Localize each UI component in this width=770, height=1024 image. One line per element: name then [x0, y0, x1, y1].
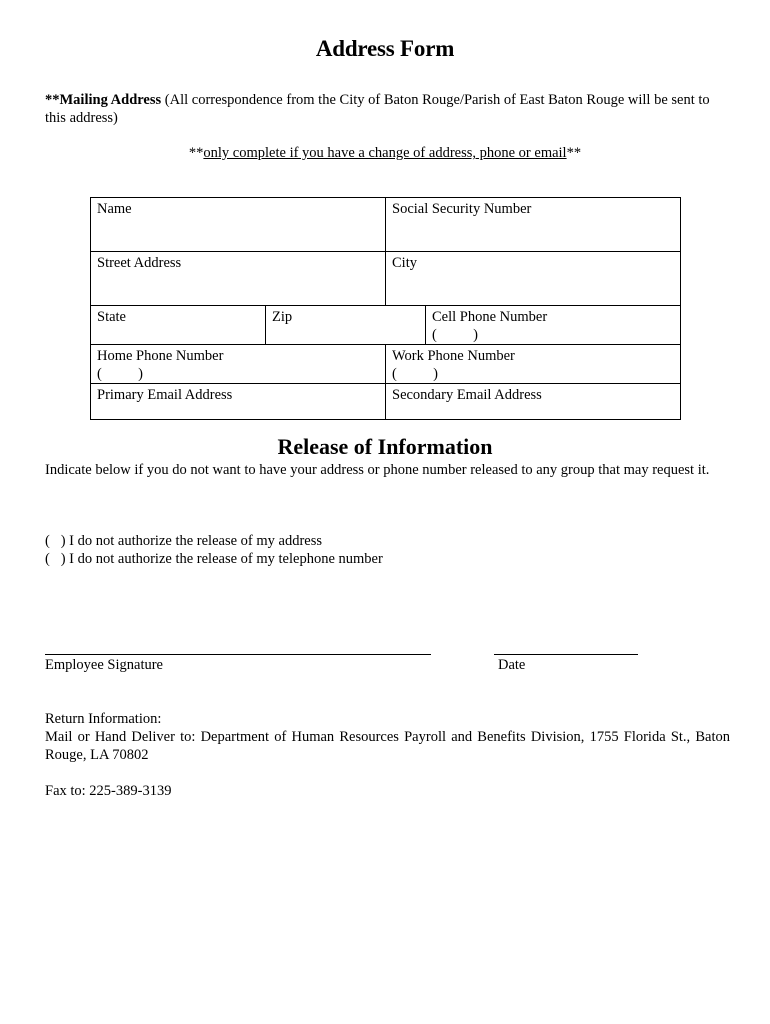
zip-field[interactable]: [266, 306, 426, 345]
return-info-mail: Mail or Hand Deliver to: Department of Human Resources Payroll and Benefits Division, 1755 Florida St., Baton Rouge, LA 70802: [45, 729, 730, 763]
date-line[interactable]: [494, 654, 638, 655]
employee-signature-line[interactable]: [45, 654, 431, 655]
cell-phone-field[interactable]: [426, 306, 681, 345]
cell-phone-label: Cell Phone Number: [432, 309, 548, 325]
release-option-address[interactable]: ( ) I do not authorize the release of my address: [45, 533, 323, 549]
employee-signature-label: Employee Signature: [45, 657, 163, 673]
mailing-address-label: **Mailing Address: [45, 92, 162, 108]
note-prefix: **: [188, 145, 204, 161]
cell-phone-area-code: ( ): [432, 327, 478, 343]
note-suffix: **: [566, 145, 582, 161]
state-label: State: [97, 309, 126, 325]
change-only-note: [0, 145, 770, 162]
address-form-table: [90, 197, 681, 420]
city-field[interactable]: [386, 252, 681, 306]
city-label: City: [392, 255, 417, 271]
release-option-phone[interactable]: ( ) I do not authorize the release of my telephone number: [45, 551, 383, 567]
street-address-label: Street Address: [97, 255, 182, 271]
zip-label: Zip: [272, 309, 293, 325]
page-title: Address Form: [315, 36, 455, 61]
release-section-title: Release of Information: [277, 434, 493, 459]
primary-email-label: Primary Email Address: [97, 387, 233, 403]
release-intro: Indicate below if you do not want to have your address or phone number released to any group that may request it.: [45, 462, 710, 478]
home-phone-field[interactable]: [91, 345, 386, 384]
note-underlined-text: only complete if you have a change of address, phone or email: [203, 145, 567, 161]
return-info-heading: Return Information:: [45, 711, 162, 727]
primary-email-field[interactable]: [91, 384, 386, 420]
state-field[interactable]: [91, 306, 266, 345]
mailing-address-text: (All correspondence from the City of Baton Rouge/Parish of East Baton Rouge will be sent to this address): [45, 92, 710, 126]
ssn-label: Social Security Number: [392, 201, 532, 217]
ssn-field[interactable]: [386, 198, 681, 252]
mailing-address-note: [45, 91, 730, 127]
home-phone-area-code: ( ): [97, 366, 143, 382]
street-address-field[interactable]: [91, 252, 386, 306]
name-label: Name: [97, 201, 132, 217]
work-phone-field[interactable]: [386, 345, 681, 384]
secondary-email-field[interactable]: [386, 384, 681, 420]
name-field[interactable]: [91, 198, 386, 252]
date-label: Date: [498, 657, 526, 673]
home-phone-label: Home Phone Number: [97, 348, 224, 364]
return-info-fax: Fax to: 225-389-3139: [45, 783, 172, 799]
secondary-email-label: Secondary Email Address: [392, 387, 542, 403]
work-phone-area-code: ( ): [392, 366, 438, 382]
work-phone-label: Work Phone Number: [392, 348, 515, 364]
